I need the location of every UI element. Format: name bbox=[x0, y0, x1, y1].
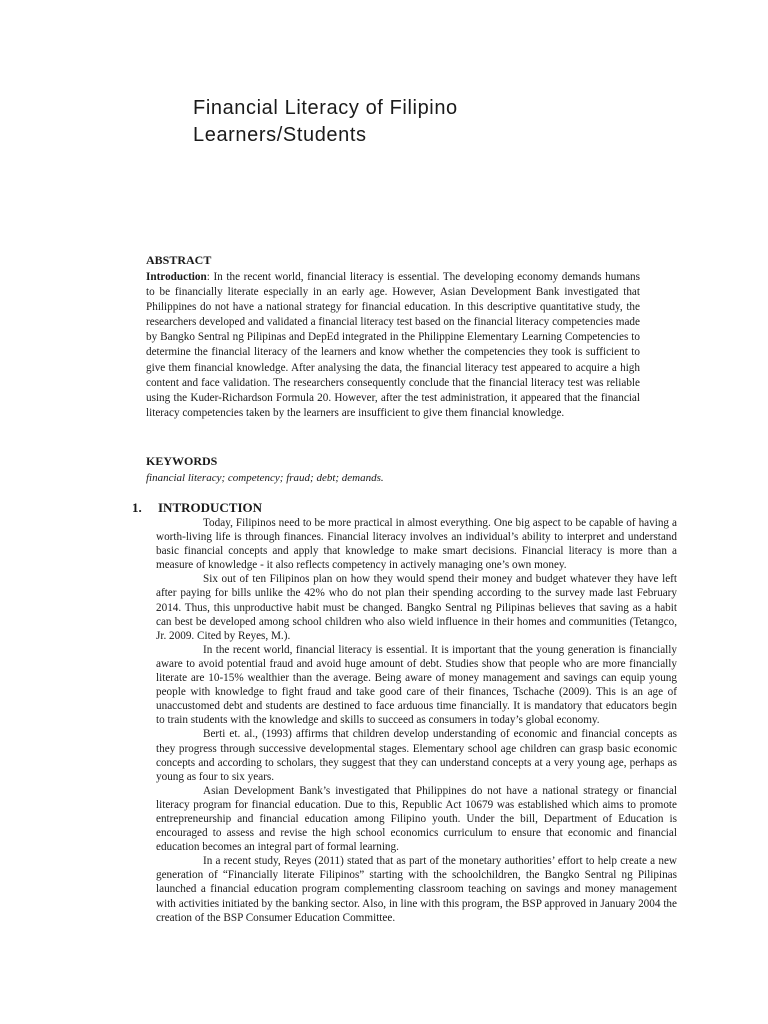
paragraph: Asian Development Bank’s investigated that Philippines do not have a national strategy or financial literacy program for financial education. Due to this, Republic Act 10679 was established which aims to promote entrepreneurship and financial education among Filipino youth. Under the bill, Department of Education is encouraged to assess and revise the high school economics curriculum to ensure that economic and financial education becomes an integral part of formal learning. bbox=[156, 784, 677, 854]
abstract-heading: ABSTRACT bbox=[146, 253, 212, 267]
paper-title bbox=[193, 95, 613, 149]
abstract-section bbox=[146, 253, 640, 421]
paragraph: Berti et. al., (1993) affirms that children develop understanding of economic and financial concepts as they progress through successive developmental stages. Elementary school age children can grasp basic economic concepts and according to scholars, they suggest that they can understand concepts at a very young age, perhaps as young as four to six years. bbox=[156, 728, 677, 783]
introduction-body bbox=[156, 516, 677, 925]
abstract-intro-text: : In the recent world, financial literacy is essential. The developing economy demands humans to be financially literate especially in an early age. However, Asian Development Bank investigated that Philippines do not have a national strategy for financial education. In this descriptive quantitative study, the researchers developed and validated a financial literacy test based on the financial literacy competencies made by Bangko Sentral ng Pilipinas and DepEd integrated in the Philippine Elementary Learning Competencies to determine the financial literacy of the learners and know whether the competencies they took is sufficient to give them financial knowledge. After analysing the data, the financial literacy test appeared to acquire a high content and face validation. The researchers consequently conclude that the financial literacy test was reliable using the Kuder-Richardson Formula 20. However, after the test administration, it appeared that the financial literacy competencies taken by the learners are insufficient to give them financial knowledge. bbox=[146, 271, 640, 419]
keywords-text: financial literacy; competency; fraud; debt; demands. bbox=[146, 472, 384, 484]
paragraph: Six out of ten Filipinos plan on how they would spend their money and budget whatever they have left after paying for bills unlike the 42% who do not plan their spending according to the survey made last February 2014. Thus, this unproductive habit must be changed. Bangko Sentral ng Pilipinas believes that saving as a habit can best be developed among school children who also wield influence in their homes and communities (Tetangco, Jr. 2009. Cited by Reyes, M.). bbox=[156, 573, 677, 642]
section-number: 1. bbox=[132, 500, 142, 515]
title-line-1: Financial Literacy of Filipino bbox=[193, 97, 458, 119]
section-heading bbox=[132, 500, 532, 516]
abstract-intro-label: Introduction bbox=[146, 271, 207, 283]
title-line-2: Learners/Students bbox=[193, 124, 367, 146]
paragraph: In the recent world, financial literacy is essential. It is important that the young generation is financially aware to avoid potential fraud and avoid huge amount of debt. Studies show that people who are more financially literate are 10-15% wealthier than the average. Being aware of money management and savings can equip young people with knowledge to fight fraud and take good care of their finances, Tschache (2009). This is an age of unaccustomed debt and students are destined to face arduous time financially. It is mandatory that educators begin to train students with the knowledge and skills to succeed as consumers in today’s global economy. bbox=[156, 643, 677, 727]
paragraph: Today, Filipinos need to be more practical in almost everything. One big aspect to be capable of having a worth-living life is through finances. Financial literacy involves an individual’s ability to interpret and understand basic financial concepts and apply that knowledge to make smart decisions. Financial literacy is more than a measure of knowledge - it also reflects competency in actively managing one’s own money. bbox=[156, 517, 677, 572]
abstract-body bbox=[146, 270, 640, 421]
keywords-heading: KEYWORDS bbox=[146, 454, 218, 468]
keywords-section bbox=[146, 454, 640, 486]
section-title: INTRODUCTION bbox=[158, 500, 263, 515]
paragraph: In a recent study, Reyes (2011) stated that as part of the monetary authorities’ effort to help create a new generation of “Financially literate Filipinos” starting with the schoolchildren, the Bangko Sentral ng Pilipinas launched a financial education program complementing classroom teaching on savings and money management with activities initiated by the banking sector. Also, in line with this program, the BSP approved in January 2004 the creation of the BSP Consumer Education Committee. bbox=[156, 855, 677, 924]
